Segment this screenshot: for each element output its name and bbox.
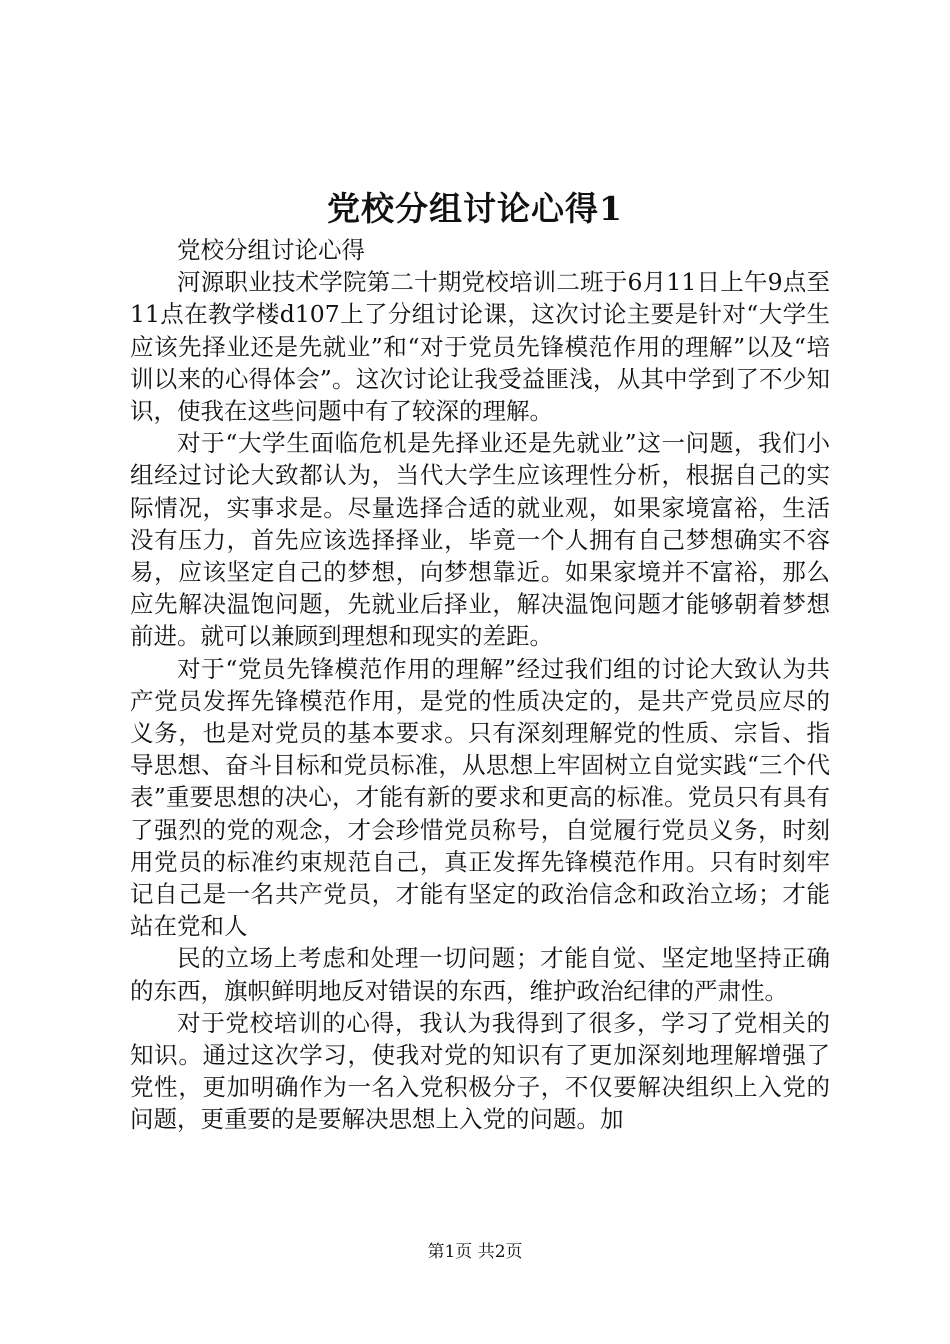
paragraph-party-role-continued: 民的立场上考虑和处理一切问题；才能自觉、坚定地坚持正确的东西，旗帜鲜明地反对错误的东西，维护政治纪律的严肃性。 xyxy=(130,944,830,1005)
paragraph-party-role: 对于“党员先锋模范作用的理解”经过我们组的讨论大致认为共产党员发挥先锋模范作用，是党的性质决定的，是共产党员应尽的义务，也是对党员的基本要求。只有深刻理解党的性质、宗旨、指导思想、奋斗目标和党员标准，从思想上牢固树立自觉实践“三个代表”重要思想的决心，才能有新的要求和更高的标准。党员只有具有了强烈的党的观念，才会珍惜党员称号，自觉履行党员义务，时刻用党员的标准约束规范自己，真正发挥先锋模范作用。只有时刻牢记自己是一名共产党员，才能有坚定的政治信念和政治立场；才能站在党和人 xyxy=(130,654,830,941)
document-title: 党校分组讨论心得1 xyxy=(327,189,623,228)
page-number-footer: 第1页 共2页 xyxy=(427,1242,523,1262)
paragraph-training-reflection: 对于党校培训的心得，我认为我得到了很多，学习了党相关的知识。通过这次学习，使我对党的知识有了更加深刻地理解增强了党性，更加明确作为一名入党积极分子，不仅要解决组织上入党的问题，更重要的是要解决思想上入党的问题。加 xyxy=(130,1008,830,1134)
paragraph-intro: 河源职业技术学院第二十期党校培训二班于6月11日上午9点至11点在教学楼d107上了分组讨论课，这次讨论主要是针对“大学生应该先择业还是先就业”和“对于党员先锋模范作用的理解”以及“培训以来的心得体会”。这次讨论让我受益匪浅，从其中学到了不少知识，使我在这些问题中有了较深的理解。 xyxy=(130,268,830,426)
document-body xyxy=(130,234,830,1136)
paragraph-subtitle: 党校分组讨论心得 xyxy=(177,236,365,264)
paragraph-employment: 对于“大学生面临危机是先择业还是先就业”这一问题，我们小组经过讨论大致都认为，当代大学生应该理性分析，根据自己的实际情况，实事求是。尽量选择合适的就业观，如果家境富裕，生活没有压力，首先应该选择择业，毕竟一个人拥有自己梦想确实不容易，应该坚定自己的梦想，向梦想靠近。如果家境并不富裕，那么应先解决温饱问题，先就业后择业，解决温饱问题才能够朝着梦想前进。就可以兼顾到理想和现实的差距。 xyxy=(130,429,830,651)
